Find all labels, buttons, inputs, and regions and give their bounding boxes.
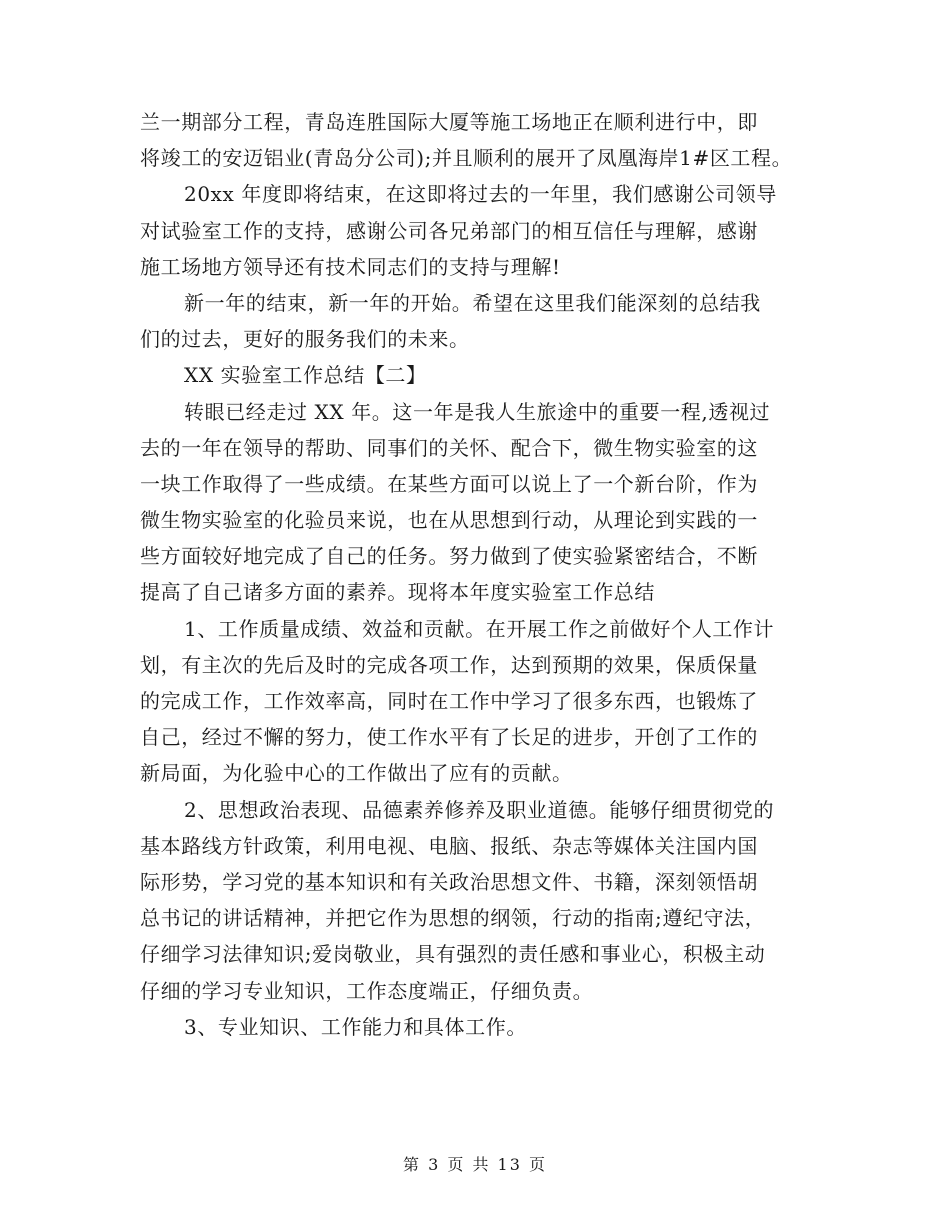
paragraph-first-line: 3、专业知识、工作能力和具体工作。 [184, 1014, 527, 1039]
paragraph-line: 际形势，学习党的基本知识和有关政治思想文件、书籍，深刻领悟胡 [140, 869, 758, 894]
paragraph-line: 基本路线方针政策，利用电视、电脑、报纸、杂志等媒体关注国内国 [140, 833, 758, 858]
paragraph-line: 的完成工作，工作效率高，同时在工作中学习了很多东西，也锻炼了 [140, 689, 758, 713]
paragraph-line: 去的一年在领导的帮助、同事们的关怀、配合下，微生物实验室的这 [140, 435, 758, 460]
paragraph-first-line: 2、思想政治表现、品德素养修养及职业道德。能够仔细贯彻党的 [184, 797, 775, 822]
paragraph-first-line: 新一年的结束，新一年的开始。希望在这里我们能深刻的总结我 [184, 290, 761, 315]
paragraph-first-line: 1、工作质量成绩、效益和贡献。在开展工作之前做好个人工作计 [184, 616, 775, 641]
paragraph-line: 微生物实验室的化验员来说，也在从思想到行动，从理论到实践的一 [140, 508, 758, 533]
paragraph-line: 自己，经过不懈的努力，使工作水平有了长足的进步，开创了工作的 [140, 725, 758, 750]
paragraph-line: 一块工作取得了一些成绩。在某些方面可以说上了一个新台阶，作为 [140, 471, 758, 496]
paragraph-line: 些方面较好地完成了自己的任务。努力做到了使实验紧密结合，不断 [140, 544, 758, 569]
paragraph-line: 提高了自己诸多方面的素养。现将本年度实验室工作总结 [140, 580, 655, 605]
paragraph-line: 施工场地方领导还有技术同志们的支持与理解! [140, 254, 561, 279]
paragraph-line: 兰一期部分工程，青岛连胜国际大厦等施工场地正在顺利进行中，即 [140, 110, 758, 134]
paragraph-line: 仔细学习法律知识;爱岗敬业，具有强烈的责任感和事业心，积极主动 [140, 942, 766, 967]
document-body [140, 104, 820, 1045]
paragraph-line: 总书记的讲话精神，并把它作为思想的纲领，行动的指南;遵纪守法， [140, 906, 766, 931]
page-footer: 第 3 页 共 13 页 [403, 1155, 547, 1174]
paragraph-first-line: XX 实验室工作总结【二】 [184, 363, 427, 388]
paragraph-line: 仔细的学习专业知识，工作态度端正，仔细负责。 [140, 978, 594, 1003]
paragraph-first-line: 转眼已经走过 XX 年。这一年是我人生旅途中的重要一程,透视过 [184, 399, 771, 424]
paragraph-first-line: 20xx 年度即将结束，在这即将过去的一年里，我们感谢公司领导 [184, 182, 777, 207]
paragraph-line: 新局面，为化验中心的工作做出了应有的贡献。 [140, 761, 573, 786]
paragraph-line: 将竣工的安迈铝业(青岛分公司);并且顺利的展开了凤凰海岸1#区工程。 [140, 146, 793, 171]
paragraph-line: 对试验室工作的支持，感谢公司各兄弟部门的相互信任与理解，感谢 [140, 218, 758, 243]
paragraph-line: 们的过去，更好的服务我们的未来。 [140, 327, 470, 352]
paragraph-line: 划，有主次的先后及时的完成各项工作，达到预期的效果，保质保量 [140, 652, 758, 677]
